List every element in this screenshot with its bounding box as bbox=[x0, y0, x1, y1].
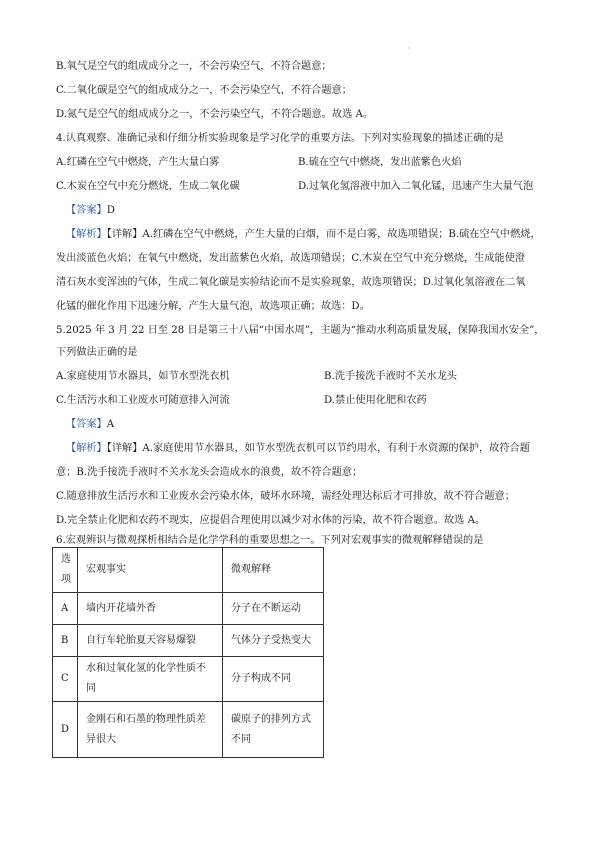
explanation-4-line bbox=[66, 228, 541, 242]
text-line: D.氮气是空气的组成成分之一，不会污染空气，不符合题意。故选 A。 bbox=[56, 109, 374, 120]
answer-tag: 【答案】 bbox=[66, 419, 107, 430]
explanation-tag: 【解析】 bbox=[66, 229, 107, 240]
table-cell: 自行车轮胎夏天容易爆裂 bbox=[78, 625, 223, 657]
answer-value: A bbox=[106, 419, 115, 430]
answer-4 bbox=[66, 204, 115, 218]
explanation-4-line: 发出淡蓝色火焰；在氧气中燃烧，发出蓝紫色火焰，故选项错误；C.木炭在空气中充分燃烧，生成能使澄 bbox=[56, 253, 526, 264]
table-cell: 水和过氧化氢的化学性质不同 bbox=[78, 657, 223, 702]
explanation-5-line bbox=[66, 442, 530, 456]
text-line: B.氧气是空气的组成成分之一，不会污染空气，不符合题意； bbox=[56, 61, 332, 72]
explanation-text: 【详解】A.家庭使用节水器具，如节水型洗衣机可以节约用水，有利于水资源的保护，故符合题 bbox=[106, 443, 530, 454]
table-row bbox=[53, 657, 324, 702]
option-5a: A.家庭使用节水器具，如节水型洗衣机 bbox=[56, 371, 230, 382]
explanation-5-line: C.随意排放生活污水和工业废水会污染水体，破坏水环境，需经处理达标后才可排放，故不符合题意； bbox=[56, 491, 515, 502]
header-cell: 宏观事实 bbox=[78, 548, 223, 593]
table-cell: C bbox=[53, 657, 78, 702]
table-cell: B bbox=[53, 625, 78, 657]
option-4c: C.木炭在空气中充分燃烧，生成二氧化碳 bbox=[56, 181, 240, 192]
explanation-5-line: D.完全禁止化肥和农药不现实，应提倡合理使用以减少对水体的污染，故不符合题意。故选 A。 bbox=[56, 515, 486, 526]
table-cell: 分子在不断运动 bbox=[223, 593, 324, 625]
table-header-row bbox=[53, 548, 324, 593]
question-6: 6.宏观辨识与微观探析相结合是化学学科的重要思想之一。下列对宏观事实的微观解释错误的是 bbox=[56, 535, 484, 546]
table-cell: 金刚石和石墨的物理性质差异很大 bbox=[78, 702, 223, 758]
option-4a: A.红磷在空气中燃烧，产生大量白雾 bbox=[56, 157, 220, 168]
table-row bbox=[53, 702, 324, 758]
header-cell: 选项 bbox=[53, 548, 78, 593]
table-cell: 碳原子的排列方式不同 bbox=[223, 702, 324, 758]
question-5-cont: 下列做法正确的是 bbox=[56, 347, 138, 358]
scan-dot: · bbox=[408, 44, 411, 53]
answer-tag: 【答案】 bbox=[66, 205, 107, 216]
header-cell: 微观解释 bbox=[223, 548, 324, 593]
explanation-4-line: 化锰的催化作用下迅速分解，产生大量气泡，故选项正确；故选：D。 bbox=[56, 301, 370, 312]
answer-value: D bbox=[106, 205, 115, 216]
explanation-text: 【详解】A.红磷在空气中燃烧，产生大量的白烟，而不是白雾，故选项错误；B.硫在空气中燃烧， bbox=[106, 229, 541, 240]
table-cell: 分子构成不同 bbox=[223, 657, 324, 702]
question-5: 5.2025 年 3 月 22 日至 28 日是第三十八届“中国水周”，主题为“推动水利高质量发展，保障我国水安全”， bbox=[56, 325, 545, 336]
explanation-4-line: 清石灰水变浑浊的气体，生成二氧化碳是实验结论而不是实验现象，故选项错误；D.过氧化氢溶液在二氧 bbox=[56, 277, 526, 288]
table-cell: D bbox=[53, 702, 78, 758]
option-4d: D.过氧化氢溶液中加入二氧化锰，迅速产生大量气泡 bbox=[298, 181, 534, 192]
answer-5 bbox=[66, 418, 114, 432]
question-6-table bbox=[52, 547, 324, 758]
explanation-tag: 【解析】 bbox=[66, 443, 107, 454]
text-line: C.二氧化碳是空气的组成成分之一，不会污染空气，不符合题意； bbox=[56, 85, 352, 96]
table-row bbox=[53, 625, 324, 657]
option-5c: C.生活污水和工业废水可随意排入河流 bbox=[56, 395, 230, 406]
table-row bbox=[53, 593, 324, 625]
option-5b: B.洗手接洗手液时不关水龙头 bbox=[324, 371, 457, 382]
table-cell: A bbox=[53, 593, 78, 625]
question-4: 4.认真观察、准确记录和仔细分析实验现象是学习化学的重要方法。下列对实验现象的描述正确的是 bbox=[56, 133, 504, 144]
table-cell: 气体分子受热变大 bbox=[223, 625, 324, 657]
option-5d: D.禁止使用化肥和农药 bbox=[324, 395, 427, 406]
explanation-5-line: 意；B.洗手接洗手液时不关水龙头会造成水的浪费，故不符合题意； bbox=[56, 467, 363, 478]
table-cell: 墙内开花墙外香 bbox=[78, 593, 223, 625]
option-4b: B.硫在空气中燃烧，发出蓝紫色火焰 bbox=[298, 157, 462, 168]
